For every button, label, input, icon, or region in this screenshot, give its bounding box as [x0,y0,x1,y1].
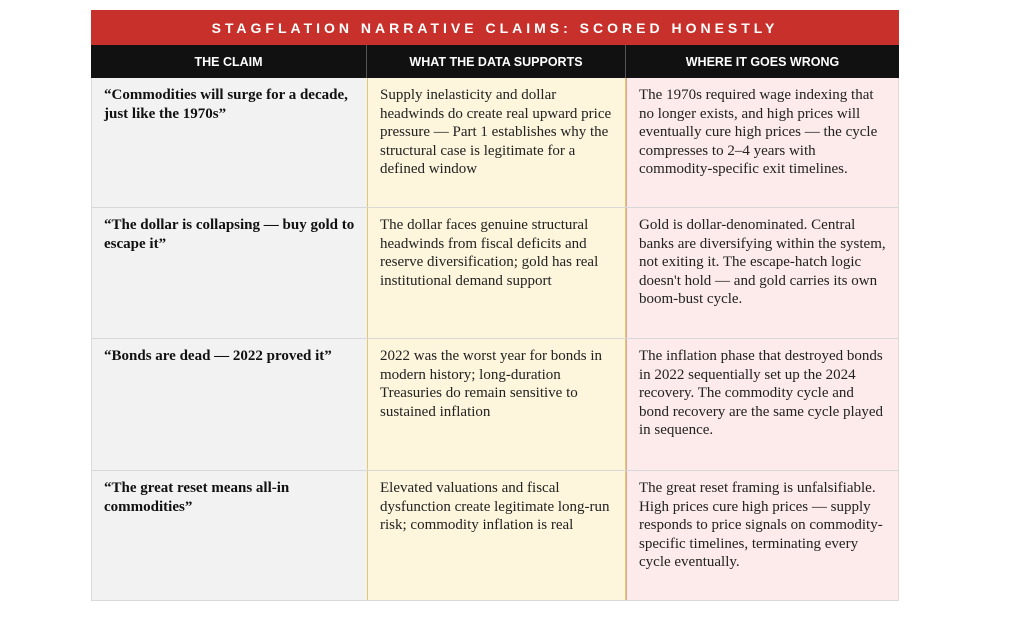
wrong-cell: The 1970s required wage indexing that no longer exists, and high prices will eventually cure high prices — the cycle compresses to 2–4 years with commodity-specific exit timelines. [626,78,899,207]
wrong-cell: The great reset framing is unfalsifiable. High prices cure high prices — supply responds to price signals on commodity-specific timelines, terminating every cycle eventually. [626,471,899,600]
wrong-cell: Gold is dollar-denominated. Central banks are diversifying within the system, not exiting it. The escape-hatch logic doesn't hold — and gold carries its own boom-bust cycle. [626,208,899,338]
header-data-supports: WHAT THE DATA SUPPORTS [367,45,626,78]
table-row [91,339,899,471]
claim-cell: “Commodities will surge for a decade, just like the 1970s” [91,78,367,207]
claim-cell: “The great reset means all-in commodities” [91,471,367,600]
table-row [91,208,899,339]
claims-table [91,10,899,601]
table-row [91,78,899,208]
table-title: STAGFLATION NARRATIVE CLAIMS: SCORED HONESTLY [211,19,779,36]
support-cell: 2022 was the worst year for bonds in modern history; long-duration Treasuries do remain sensitive to sustained inflation [367,339,626,470]
table-header-row [91,45,899,78]
claim-cell: “The dollar is collapsing — buy gold to escape it” [91,208,367,338]
header-goes-wrong: WHERE IT GOES WRONG [685,54,840,69]
support-cell: Supply inelasticity and dollar headwinds do create real upward price pressure — Part 1 establishes why the structural case is legitimate for a defined window [367,78,626,207]
table-title-banner [91,10,899,45]
support-cell: The dollar faces genuine structural headwinds from fiscal deficits and reserve diversification; gold has real institutional demand support [367,208,626,338]
claim-cell: “Bonds are dead — 2022 proved it” [91,339,367,470]
header-claim: THE CLAIM [91,45,367,78]
support-cell: Elevated valuations and fiscal dysfunction create legitimate long-run risk; commodity inflation is real [367,471,626,600]
table-row [91,471,899,601]
wrong-cell: The inflation phase that destroyed bonds in 2022 sequentially set up the 2024 recovery. The commodity cycle and bond recovery are the same cycle played in sequence. [626,339,899,470]
